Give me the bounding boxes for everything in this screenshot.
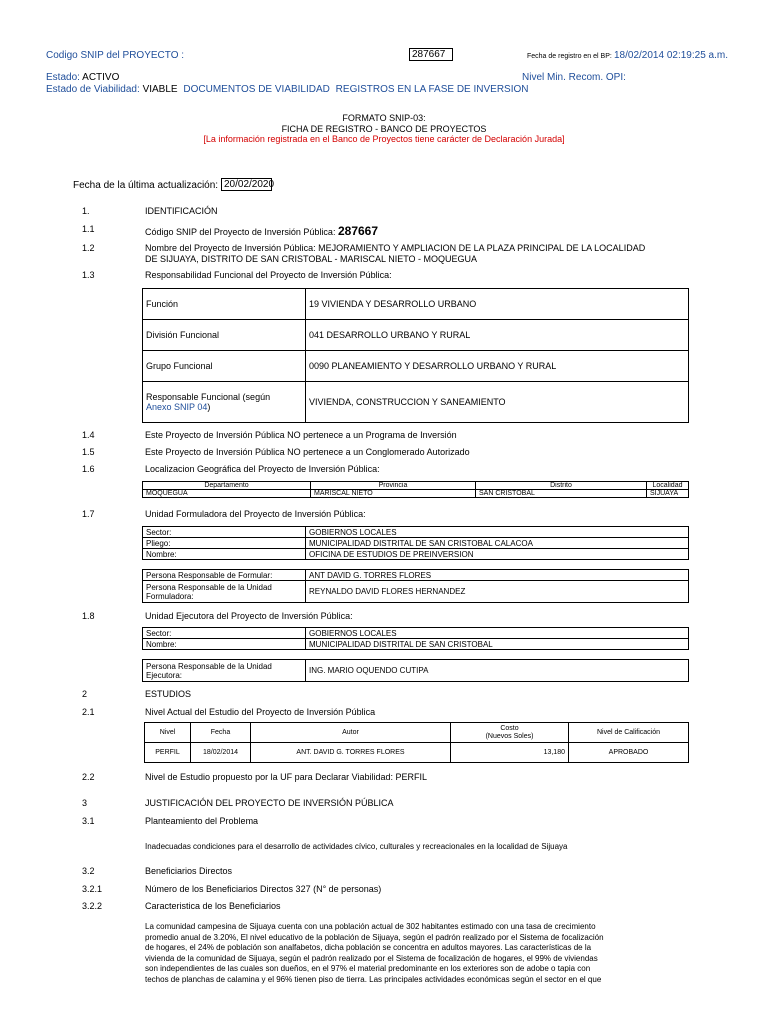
est-header-calif: Nivel de Calificación bbox=[569, 723, 689, 743]
division-label: División Funcional bbox=[143, 320, 306, 351]
est-header-costo bbox=[451, 723, 569, 743]
section-1-5-text: Este Proyecto de Inversión Pública NO pertenece a un Conglomerado Autorizado bbox=[145, 447, 470, 457]
nivel-opi-label: Nivel Min. Recom. OPI: bbox=[522, 72, 626, 83]
table-row bbox=[143, 482, 689, 490]
declaracion-notice: [La información registrada en el Banco de Proyectos tiene carácter de Declaración Jurada] bbox=[203, 134, 565, 144]
table-row bbox=[145, 743, 689, 763]
loc-header: Distrito bbox=[476, 482, 647, 490]
section-3-2-2-number: 3.2.2 bbox=[82, 901, 103, 911]
section-1-1-text: Código SNIP del Proyecto de Inversión Pública: bbox=[145, 227, 336, 237]
table-row bbox=[143, 549, 689, 560]
unidad-ejecutora-table bbox=[142, 627, 689, 650]
section-1-number: 1. bbox=[82, 206, 90, 216]
uf-unidad-value: REYNALDO DAVID FLORES HERNANDEZ bbox=[306, 581, 689, 603]
localizacion-table bbox=[142, 481, 689, 498]
est-header-autor: Autor bbox=[251, 723, 451, 743]
section-1-4-text: Este Proyecto de Inversión Pública NO pertenece a un Programa de Inversión bbox=[145, 430, 457, 440]
loc-header: Localidad bbox=[647, 482, 689, 490]
responsabilidad-table bbox=[142, 288, 689, 423]
section-3-2-1-text: Número de los Beneficiarios Directos 327 (N° de personas) bbox=[145, 884, 382, 894]
est-header-fecha: Fecha bbox=[191, 723, 251, 743]
table-row bbox=[143, 660, 689, 682]
departamento-cell: MOQUEGUA bbox=[143, 490, 311, 498]
fecha-registro-label: Fecha de registro en el BP: bbox=[527, 53, 612, 60]
section-3-2-1-number: 3.2.1 bbox=[82, 884, 103, 894]
project-name-line1: Nombre del Proyecto de Inversión Pública: MEJORAMIENTO Y AMPLIACION DE LA PLAZA PRINCIPAL DE LA LOCALIDAD bbox=[145, 243, 646, 253]
section-1-1-row bbox=[145, 224, 378, 238]
section-1-2-number: 1.2 bbox=[82, 243, 95, 253]
table-row bbox=[143, 289, 689, 320]
format-title: FORMATO SNIP-03: bbox=[342, 113, 426, 123]
paragraph-line: La comunidad campesina de Sijuaya cuenta con una población actual de 302 habitantes estimado con una tasa de crecimiento bbox=[145, 922, 596, 931]
uf-formular-value: ANT DAVID G. TORRES FLORES bbox=[306, 570, 689, 581]
responsable-label-cell bbox=[143, 382, 306, 423]
estado-row bbox=[46, 72, 119, 83]
uf-unidad-label-b: Formuladora: bbox=[146, 591, 194, 601]
fecha-actualizacion-value: 20/02/2020 bbox=[221, 178, 272, 191]
registros-fase-inversion-link[interactable]: REGISTROS EN LA FASE DE INVERSION bbox=[335, 84, 529, 95]
problema-text: Inadecuadas condiciones para el desarrollo de actividades cívico, culturales y recreacionales en la localidad de Sijuaya bbox=[145, 842, 568, 851]
fecha-registro-value: 18/02/2014 02:19:25 a.m. bbox=[614, 50, 728, 61]
uf-nombre-label: Nombre: bbox=[143, 549, 306, 560]
table-row bbox=[143, 351, 689, 382]
anexo-snip-04-link[interactable]: Anexo SNIP 04 bbox=[146, 402, 208, 412]
section-2-title: ESTUDIOS bbox=[145, 689, 192, 699]
uf-pliego-label: Pliego: bbox=[143, 538, 306, 549]
ue-unidad-value: ING. MARIO OQUENDO CUTIPA bbox=[306, 660, 689, 682]
table-row bbox=[143, 628, 689, 639]
viabilidad-value: VIABLE bbox=[142, 84, 178, 95]
table-row bbox=[145, 723, 689, 743]
documentos-viabilidad-link[interactable]: DOCUMENTOS DE VIABILIDAD bbox=[183, 84, 330, 95]
project-name-line2: DE SIJUAYA, DISTRITO DE SAN CRISTOBAL - MARISCAL NIETO - MOQUEGUA bbox=[145, 254, 478, 264]
est-header-nivel: Nivel bbox=[145, 723, 191, 743]
uf-unidad-label-a: Persona Responsable de la Unidad bbox=[146, 582, 272, 592]
snip-code-value: 287667 bbox=[409, 48, 453, 61]
table-row bbox=[143, 320, 689, 351]
division-value: 041 DESARROLLO URBANO Y RURAL bbox=[306, 320, 689, 351]
section-1-3-number: 1.3 bbox=[82, 270, 95, 280]
beneficiarios-paragraph bbox=[145, 922, 604, 985]
grupo-label: Grupo Funcional bbox=[143, 351, 306, 382]
funcion-label: Función bbox=[143, 289, 306, 320]
unidad-formuladora-table bbox=[142, 526, 689, 560]
grupo-value: 0090 PLANEAMIENTO Y DESARROLLO URBANO Y RURAL bbox=[306, 351, 689, 382]
responsable-label: Responsable Funcional (según bbox=[146, 392, 271, 402]
snip-code-label: Codigo SNIP del PROYECTO : bbox=[46, 50, 185, 61]
table-row bbox=[143, 570, 689, 581]
funcion-value: 19 VIVIENDA Y DESARROLLO URBANO bbox=[306, 289, 689, 320]
section-2-2-text: Nivel de Estudio propuesto por la UF para Declarar Viabilidad: PERFIL bbox=[145, 772, 427, 782]
loc-header: Provincia bbox=[311, 482, 476, 490]
fecha-actualizacion-label: Fecha de la última actualización: bbox=[73, 180, 219, 191]
responsable-close-paren: ) bbox=[207, 402, 211, 412]
section-3-1-number: 3.1 bbox=[82, 816, 95, 826]
table-row bbox=[143, 538, 689, 549]
section-1-3-text: Responsabilidad Funcional del Proyecto de Inversión Pública: bbox=[145, 270, 392, 280]
est-header-costo-b: (Nuevos Soles) bbox=[485, 732, 534, 740]
paragraph-line: de hogares, el 24% de población son analfabetos, dicha población se concentra en adultos mayores. Las características de la bbox=[145, 943, 592, 952]
estudios-table bbox=[144, 722, 689, 763]
est-calif: APROBADO bbox=[569, 743, 689, 763]
section-1-7-text: Unidad Formuladora del Proyecto de Inversión Pública: bbox=[145, 509, 366, 519]
ue-nombre-label: Nombre: bbox=[143, 639, 306, 650]
provincia-cell: MARISCAL NIETO bbox=[311, 490, 476, 498]
est-autor: ANT. DAVID G. TORRES FLORES bbox=[251, 743, 451, 763]
uf-sector-label: Sector: bbox=[143, 527, 306, 538]
uf-unidad-label-cell bbox=[143, 581, 306, 603]
est-header-costo-a: Costo bbox=[500, 724, 519, 732]
section-3-2-text: Beneficiarios Directos bbox=[145, 866, 233, 876]
table-row bbox=[143, 490, 689, 498]
est-fecha: 18/02/2014 bbox=[191, 743, 251, 763]
section-1-1-code: 287667 bbox=[337, 224, 379, 238]
ue-unidad-label-b: Ejecutora: bbox=[146, 670, 183, 680]
paragraph-line: son independientes de las cuales son dueños, en el 97% el material predominante en los exteriores son de adobe o tapia con bbox=[145, 964, 591, 973]
table-row bbox=[143, 382, 689, 423]
estado-label: Estado: bbox=[46, 72, 80, 83]
paragraph-line: vivienda de la comunidad de Sijuaya, según el padrón realizado por el Sistema de focalización de hogares, el 99% de viviendas bbox=[145, 953, 598, 963]
section-3-2-2-text: Caracteristica de los Beneficiarios bbox=[145, 901, 281, 911]
table-row bbox=[143, 581, 689, 603]
section-2-1-text: Nivel Actual del Estudio del Proyecto de Inversión Pública bbox=[145, 707, 376, 717]
ue-unidad-label-a: Persona Responsable de la Unidad bbox=[146, 661, 272, 671]
section-2-number: 2 bbox=[82, 689, 88, 699]
responsable-value: VIVIENDA, CONSTRUCCION Y SANEAMIENTO bbox=[306, 382, 689, 423]
paragraph-line: techos de planchas de calamina y el 96% tienen piso de tierra. Las principales actividades económicas según el sector en el que bbox=[145, 974, 602, 984]
section-1-6-number: 1.6 bbox=[82, 464, 95, 474]
distrito-cell: SAN CRISTOBAL bbox=[476, 490, 647, 498]
estado-value: ACTIVO bbox=[82, 72, 120, 83]
section-1-1-number: 1.1 bbox=[82, 224, 95, 234]
uf-sector-value: GOBIERNOS LOCALES bbox=[306, 527, 689, 538]
section-1-4-number: 1.4 bbox=[82, 430, 95, 440]
viabilidad-label: Estado de Viabilidad: bbox=[46, 84, 140, 95]
ficha-title: FICHA DE REGISTRO - BANCO DE PROYECTOS bbox=[281, 124, 487, 134]
paragraph-line: promedio anual de 3.20%, El nivel educativo de la población de Sijuaya, según el padrón realizado por el Sistema de focalización bbox=[145, 932, 604, 942]
section-2-1-number: 2.1 bbox=[82, 707, 95, 717]
localidad-cell: SIJUAYA bbox=[647, 490, 689, 498]
section-1-7-number: 1.7 bbox=[82, 509, 95, 519]
table-row bbox=[143, 527, 689, 538]
section-1-8-number: 1.8 bbox=[82, 611, 95, 621]
ue-nombre-value: MUNICIPALIDAD DISTRITAL DE SAN CRISTOBAL bbox=[306, 639, 689, 650]
ue-responsable-table bbox=[142, 659, 689, 682]
section-1-8-text: Unidad Ejecutora del Proyecto de Inversión Pública: bbox=[145, 611, 353, 621]
uf-responsables-table bbox=[142, 569, 689, 603]
section-3-1-text: Planteamiento del Problema bbox=[145, 816, 259, 826]
viabilidad-row bbox=[46, 84, 529, 95]
ue-sector-label: Sector: bbox=[143, 628, 306, 639]
section-3-2-number: 3.2 bbox=[82, 866, 95, 876]
uf-formular-label: Persona Responsable de Formular: bbox=[143, 570, 306, 581]
uf-pliego-value: MUNICIPALIDAD DISTRITAL DE SAN CRISTOBAL CALACOA bbox=[306, 538, 689, 549]
est-nivel: PERFIL bbox=[145, 743, 191, 763]
ue-unidad-label-cell bbox=[143, 660, 306, 682]
section-1-title: IDENTIFICACIÓN bbox=[145, 206, 218, 216]
est-costo: 13,180 bbox=[451, 743, 569, 763]
section-1-5-number: 1.5 bbox=[82, 447, 95, 457]
ue-sector-value: GOBIERNOS LOCALES bbox=[306, 628, 689, 639]
loc-header: Departamento bbox=[143, 482, 311, 490]
uf-nombre-value: OFICINA DE ESTUDIOS DE PREINVERSION bbox=[306, 549, 689, 560]
table-row bbox=[143, 639, 689, 650]
section-3-number: 3 bbox=[82, 798, 88, 808]
section-1-6-text: Localizacion Geográfica del Proyecto de Inversión Pública: bbox=[145, 464, 380, 474]
section-2-2-number: 2.2 bbox=[82, 772, 95, 782]
section-3-title: JUSTIFICACIÓN DEL PROYECTO DE INVERSIÓN PÚBLICA bbox=[145, 798, 394, 808]
